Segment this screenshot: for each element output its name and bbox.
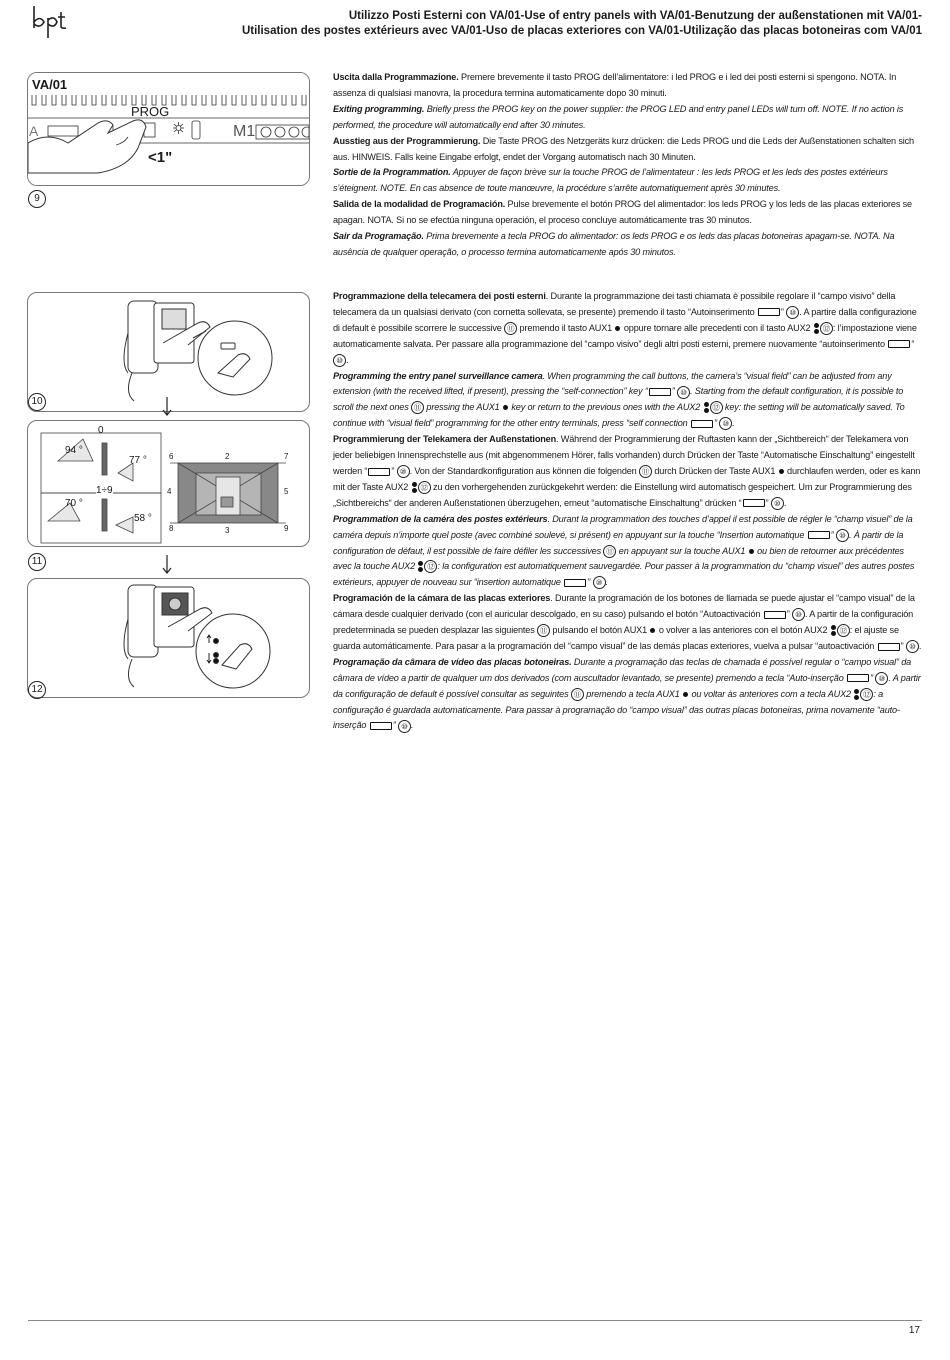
figure-9-power-supply: [27, 72, 310, 186]
self-connection-key-icon: [691, 420, 713, 428]
exit-en: Exiting programming. Briefly press the PROG key on the power supplier: the PROG LED and entry panel LEDs will turn off. NOTE. If no action is performed, the procedure will automatically end after 30 minutes.: [333, 103, 904, 130]
aux2-dots-icon: [854, 688, 859, 701]
fig11-pos-9: 9: [284, 524, 289, 533]
aux1-dot-icon: [650, 628, 655, 633]
self-connection-key-icon: [847, 674, 869, 682]
camera-de: Programmierung der Telekamera der Außenstationen. Während der Programmierung der Ruftasten kann der „Sichtbereich“ der Telekamera von jeder beliebigen Innensprechstelle aus (mit abgenommenem Hörer, falls vorhanden) durch Drücken der Taste “Automatische Einschaltung” eingestellt werden “ ” ⑩ . Von der Standardkonfiguration aus können die folgenden ⑪ durch Drücken der Taste AUX1 durchlaufen werden, oder es kann mit der Taste AUX2 ⑫ zu den vorhergehenden zurückgekehrt werden: die Einstellung wird automatisch gespeichert. Um zur Programmierung des „Sichtbereichs“ der anderen Außenstationen überzugehen, erneut “automatische Einschaltung” drücken “ ” ⑩ .: [333, 434, 921, 508]
aux2-dots-icon: [418, 560, 423, 573]
terminal-m1-label: M1: [233, 123, 256, 140]
aux2-dots-icon: [412, 481, 417, 494]
aux1-dot-icon: [683, 692, 688, 697]
self-connection-key-icon: [764, 611, 786, 619]
bpt-logo: [28, 2, 72, 40]
camera-fr: Programmation de la caméra des postes extérieurs. Durant la programmation des touches d’appel il est possible de régler le “champ visuel” de la caméra depuis n’importe quel poste (avec combiné soulevé, si présent) en appuyant sur la touche “Insertion automatique ” ⑩ . À partir de la configuration de défaut, il est possible de faire défiler les successives ⑪ en appuyant sur la touche AUX1 ou bien de retourner aux précédentes avec la touche AUX2 ⑫ : la configuration est automatiquement sauvegardée. Pour passer à la programmation du “champ visuel” des autres postes extérieurs, appuyer de nouveau sur “insertion automatique ” ⑩ .: [333, 513, 915, 588]
fig11-top-label: 0: [98, 425, 104, 436]
exit-de: Ausstieg aus der Programmierung. Die Taste PROG des Netzgeräts kurz drücken: die Leds PROG und die Leds der Außenstationen schalten sich aus. HINWEIS. Falls keine Eingabe erfolgt, endet der Vorgang automatisch nach 30 Minuten.: [333, 135, 914, 162]
handset-aux-illustration: [28, 579, 309, 697]
fig11-angle-94: 94 °: [65, 445, 83, 456]
exit-fr: Sortie de la Programmation. Appuyer de façon brève sur la touche PROG de l’alimentateur : les leds PROG et les leds des postes extérieurs s’éteignent. NOTE. En cas absence de toute manœuvre, la procédure s’arrête automatiquement après 30 minutes.: [333, 167, 888, 194]
aux1-dot-icon: [779, 469, 784, 474]
fig11-pos-8: 8: [169, 524, 174, 533]
fig11-pos-4: 4: [167, 487, 172, 496]
down-arrow-2: [162, 555, 172, 575]
exit-es: Salida de la modalidad de Programación. Pulse brevemente el botón PROG del alimentador: los leds PROG y los leds de las placas exteriores se apagan. NOTA. Si no se efectúa ninguna operación, el proceso concluye automáticamente tras 30 minutos.: [333, 199, 912, 226]
aux1-dot-icon: [615, 326, 620, 331]
page-header: [142, 9, 922, 39]
prog-label: PROG: [131, 104, 170, 119]
footer-rule: [28, 1320, 922, 1321]
self-connection-key-icon: [888, 340, 910, 348]
figure-11-visual-field: [27, 420, 310, 547]
terminal-a-label: A: [29, 123, 39, 139]
handset-self-connection-illustration: [28, 293, 309, 411]
power-supply-illustration: [28, 73, 309, 185]
self-connection-key-icon: [368, 468, 390, 476]
down-arrow-1: [162, 397, 172, 417]
self-connection-key-icon: [370, 722, 392, 730]
figure-10-number: 10: [28, 393, 46, 411]
fig11-pos-5: 5: [284, 487, 289, 496]
fig11-pos-7: 7: [284, 452, 289, 461]
fig11-pos-6: 6: [169, 452, 174, 461]
figure-12-handset-aux: [27, 578, 310, 698]
fig11-angle-70: 70 °: [65, 498, 83, 509]
exit-it: Uscita dalla Programmazione. Premere brevemente il tasto PROG dell’alimentatore: i led PROG e i led dei posti esterni si spengono. NOTA. In assenza di qualsiasi manovra, la procedura termina automaticamente dopo 30 minuti.: [333, 72, 897, 98]
self-connection-key-icon: [878, 643, 900, 651]
fig11-angle-77: 77 °: [129, 455, 147, 466]
section-exit-programming: [333, 70, 923, 261]
aux1-dot-icon: [749, 549, 754, 554]
self-connection-key-icon: [649, 388, 671, 396]
page-number: 17: [908, 1325, 920, 1336]
camera-es: Programación de la cámara de las placas exteriores. Durante la programación de los botones de llamada se puede ajustar el “campo visual” de la cámara desde cualquier derivado (con el auricular descolgado, en su caso) pulsando el botón “Autoactivación ” ⑩ . A partir de la configuración predeterminada se pueden desplazar las siguientes ⑪ pulsando el botón AUX1 o volver a las anteriores con el botón AUX2 ⑫ : el ajuste se guarda automáticamente. Para pasar a la programación del “campo visual” de las demás placas exteriores, vuelva a pulsar “autoactivación ” ⑩ .: [333, 593, 922, 652]
header-line-1: Utilizzo Posti Esterni con VA/01-Use of entry panels with VA/01-Benutzung der außenstationen mit VA/01-: [348, 10, 922, 22]
camera-pt: Programação da câmara de vídeo das placas botoneiras. Durante a programação das teclas de chamada é possível regular o “campo visual” da câmara de vídeo a partir de qualquer um dos derivados (com auscultador levantado, se presente) premendo a tecla “Auto-inserção ” ⑩ . A partir da configuração de default é possível consultar as seguintes ⑪ premendo a tecla AUX1 ou voltar às anteriores com a tecla AUX2 ⑫ : a configuração é guardada automaticamente. Para passar à programação do “campo visual” das outras placas botoneiras, prima novamente “auto-inserção ” ⑩ .: [333, 656, 921, 731]
self-connection-key-icon: [564, 579, 586, 587]
camera-it: Programmazione della telecamera dei posti esterni. Durante la programmazione dei tasti chiamata è possibile regolare il “campo visivo” della telecamera da un qualsiasi derivato (con cornetta sollevata, se presente) premendo il tasto “Autoinserimento ” ⑩ . A partire dalla configurazione di default è possibile scorrere le successive ⑪ premendo il tasto AUX1 oppure tornare alle precedenti con il tasto AUX2 ⑫ : l’impostazione viene automaticamente salvata. Per passare alla programmazione del “campo visivo” degli altri posti esterni, premere nuovamente “autoinserimento ” ⑩ .: [333, 291, 917, 365]
header-line-2: Utilisation des postes extérieurs avec VA/01-Uso de placas exteriores con VA/01-Utilização das placas botoneiras com VA/01: [241, 25, 922, 37]
press-time-label: <1": [148, 149, 173, 166]
self-connection-key-icon: [743, 499, 765, 507]
camera-en: Programming the entry panel surveillance camera. When programming the call buttons, the camera’s “visual field” can be adjusted from any extension (with the received lifted, if present), pressing the “self-connection” key “ ” ⑩ . Starting from the default configuration, it is possible to scroll the next ones ⑪ pressing the AUX1 key or return to the previous ones with the AUX2 ⑫ key: the setting will be automatically saved. To continue with “visual field” programming for the other entry terminals, press “self connection ” ⑩ .: [333, 370, 905, 429]
figure-12-number: 12: [28, 681, 46, 699]
figure-11-number: 11: [28, 553, 46, 571]
aux2-dots-icon: [831, 624, 836, 637]
exit-pt: Sair da Programação. Prima brevemente a tecla PROG do alimentador: os leds PROG e os leds das placas botoneiras apagam-se. NOTA. Na ausência de qualquer operação, o processo termina automaticamente após 30 minutos.: [333, 231, 895, 257]
aux2-dots-icon: [814, 322, 819, 335]
self-connection-key-icon: [808, 531, 830, 539]
fig11-angle-58: 58 °: [134, 513, 152, 524]
section-camera-programming: [333, 289, 923, 734]
va01-label: VA/01: [32, 77, 68, 92]
fig11-range-label: 1÷9: [96, 485, 113, 496]
figure-10-handset-press: [27, 292, 310, 412]
fig11-pos-2: 2: [225, 452, 230, 461]
self-connection-key-icon: [758, 308, 780, 316]
aux1-dot-icon: [503, 405, 508, 410]
figure-9-number: 9: [28, 190, 46, 208]
fig11-pos-3: 3: [225, 526, 230, 535]
aux2-dots-icon: [704, 401, 709, 414]
